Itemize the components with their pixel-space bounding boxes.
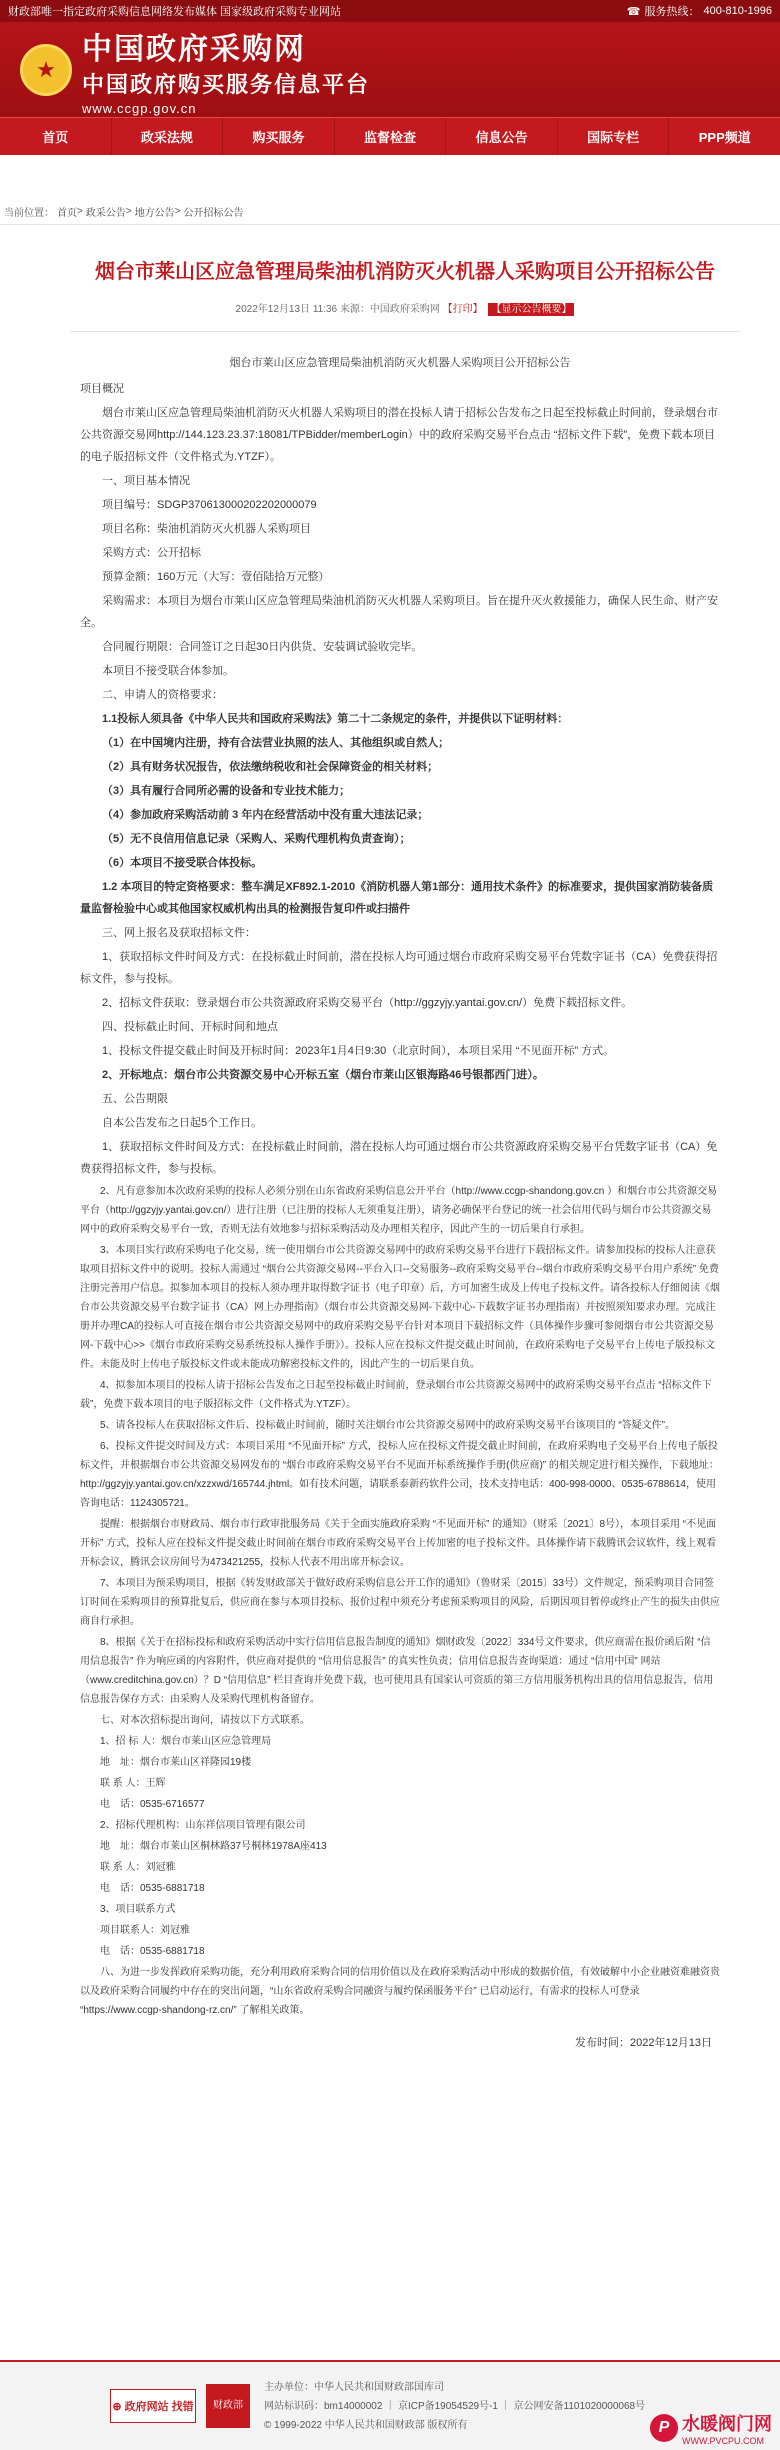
nav-announcements[interactable]: 信息公告: [446, 118, 558, 155]
main-nav: [0, 117, 780, 155]
footer-info: [264, 2378, 645, 2435]
paragraph: 5、请各投标人在获取招标文件后、投标截止时间前，随时关注烟台市公共资源交易网中的政府采购交易平台该项目的 “答疑文件”。: [100, 1420, 675, 1431]
paragraph: 4、拟参加本项目的投标人请于招标公告发布之日起至投标截止时间前，登录烟台市公共资源交易网中的政府采购交易平台点击 “招标文件下载”，免费下载本项目的电子版招标文件（文件格式为.YTZF）。: [80, 1380, 712, 1410]
hotline-number: 400-810-1996: [703, 5, 772, 17]
contact-line: 电 话：0535-6716577: [100, 1799, 205, 1810]
paragraph: 6、投标文件提交时间及方式：本项目采用 “不见面开标” 方式，投标人应在投标文件提交截止时间前，在政府采购电子交易平台上传电子版投标文件，并根据烟台市公共资源交易网发布的 “烟台市政府采购交易平台不见面开标系统操作手册(供应商)” 的相关规定进行相关操作，下载地址：http://ggzyjy.yantai.gov.cn/xzzxwd/165744.jhtml。如有技术问题，请联系泰新药软件公司，技术支持电话：400-998-0000、0535-6788614，使用咨询电话：1124305721。: [80, 1441, 719, 1509]
hotline-label: 服务热线：: [644, 6, 700, 18]
breadcrumb: 当前位置： 首页 > 政采公告 > 地方公告 > 公开招标公告: [0, 199, 780, 225]
article-meta: [70, 300, 740, 332]
show-outline-button[interactable]: 【显示公告概要】: [488, 303, 574, 316]
paragraph: 1、获取招标文件时间及方式：在投标截止时间前，潜在投标人均可通过烟台市公共资源政府采购交易平台凭数字证书（CA）免费获得招标文件，参与投标。: [80, 1141, 718, 1175]
paragraph: 7、本项目为预采购项目，根据《转发财政部关于做好政府采购信息公开工作的通知》（鲁财采〔2015〕33号）文件规定，预采购项目合同签订时间在采购项目的预算批复后，供应商在参与本项目投标、报价过程中须充分考虑预采购项目的风险，后期因项目暂停或终止产生的损失由供应商自行承担。: [80, 1578, 720, 1627]
top-notice-bar: [0, 0, 780, 22]
budget: 预算金额：160万元（大写：壹佰陆拾万元整）: [102, 571, 330, 583]
contact-line: 地 址：烟台市莱山区祥隆园19楼: [100, 1757, 252, 1768]
paragraph: 烟台市莱山区应急管理局柴油机消防灭火机器人采购项目的潜在投标人请于招标公告发布之日起至投标截止时间前，登录烟台市公共资源交易网http://144.123.23.37:18081/TPBidder/memberLogin）中的政府采购交易平台点击 “招标文件下载”，免费下载本项目的电子版招标文件（文件格式为.YTZF）。: [80, 407, 718, 463]
nav-purchase-services[interactable]: 购买服务: [223, 118, 335, 155]
section-heading: 二、申请人的资格要求：: [102, 689, 223, 701]
footer-copyright: © 1999-2022 中华人民共和国财政部 版权所有: [264, 2419, 468, 2431]
contact-line: 电 话：0535-6881718: [100, 1883, 205, 1894]
page-title: 烟台市莱山区应急管理局柴油机消防灭火机器人采购项目公开招标公告: [95, 259, 715, 283]
watermark-url: WWW.PVCPU.COM: [682, 2436, 764, 2446]
paragraph: 2、凡有意参加本次政府采购的投标人必须分别在山东省政府采购信息公开平台（http://www.ccgp-shandong.gov.cn ）和烟台市公共资源交易平台（http://ggzyjy.yantai.gov.cn/）进行注册（已注册的投标人无须重复注册），请务必确保平台登记的统一社会信用代码与烟台市公共资源交易网中的政府采购交易平台一致，否则无法有效地参与招标采购活动及办理相关程序，因此产生的一切后果自行承担。: [80, 1186, 718, 1235]
phone-icon: ☎: [626, 5, 641, 18]
paragraph: 八、为进一步发挥政府采购功能，充分利用政府采购合同的信用价值以及在政府采购活动中形成的数据价值，有效破解中小企业融资难融资贵以及政府采购合同履约中存在的突出问题，“山东省政府采购合同融资与履约保函服务平台” 已启动运行，有需求的投标人可登录 “https://www.ccgp-shandong-rz.cn/” 了解相关政策。: [80, 1967, 720, 2016]
logo-title: 中国政府采购网: [82, 31, 306, 67]
search-icon: ⊕: [112, 2400, 122, 2413]
report-error-badge[interactable]: [110, 2389, 196, 2423]
project-number: 项目编号：SDGP370613000202202000079: [102, 499, 317, 511]
section-heading: 四、投标截止时间、开标时间和地点: [102, 1021, 278, 1033]
ministry-badge[interactable]: 财政部: [206, 2384, 250, 2428]
nav-supervision[interactable]: 监督检查: [335, 118, 447, 155]
paragraph: 本项目不接受联合体参加。: [102, 665, 234, 677]
contact-line: 联 系 人：刘冠雅: [100, 1862, 176, 1873]
contact-line: 3、项目联系方式: [100, 1904, 176, 1915]
breadcrumb-local[interactable]: 地方公告: [134, 208, 175, 219]
nav-home[interactable]: 首页: [0, 118, 112, 155]
site-header: [0, 22, 780, 117]
paragraph: 2、开标地点：烟台市公共资源交易中心开标五室（烟台市莱山区银海路46号银都西门进）。: [102, 1069, 544, 1081]
report-error-label: 政府网站 找错: [124, 2401, 194, 2413]
logo-url: www.ccgp.gov.cn: [82, 100, 197, 116]
contact-line: 项目联系人：刘冠雅: [100, 1925, 190, 1936]
breadcrumb-announcements[interactable]: 政采公告: [85, 208, 126, 219]
watermark: [650, 2410, 772, 2446]
procurement-method: 采购方式：公开招标: [102, 547, 201, 559]
section-heading: 七、对本次招标提出询问，请按以下方式联系。: [100, 1715, 310, 1726]
article: [0, 255, 780, 2050]
contact-line: 1、招 标 人：烟台市莱山区应急管理局: [100, 1736, 272, 1747]
paragraph: 8、根据《关于在招标投标和政府采购活动中实行信用信息报告制度的通知》烟财政发〔2022〕334号文件要求，供应商需在报价函后附 “信用信息报告” 作为响应函的内容附件，供应商对提供的 “信用信息报告” 的真实性负责；信用信息报告查询渠道：通过 “信用中国” 网站（www.creditchina.gov.cn）？D “信用信息” 栏目查询并免费下载，也可使用具有国家认可资质的第三方信用服务机构出具的信用信息报告，信用信息报告保存方式：由采购人及采购代理机构备留存。: [80, 1637, 714, 1705]
nav-international[interactable]: 国际专栏: [558, 118, 670, 155]
breadcrumb-open-tender[interactable]: 公开招标公告: [183, 208, 244, 219]
paragraph: 3、本项目实行政府采购电子化交易，统一使用烟台市公共资源交易网中的政府采购交易平台进行下载招标文件。请参加投标的投标人注意获取项目招标文件中的说明。投标人需通过 “烟台公共资源交易网--平台入口--交易服务--政府采购交易平台--烟台市政府采购交易平台用户系统” 免费注册完善用户信息。拟参加本项目的投标人须办理并取得数字证书（电子印章）后，方可加密生成及上传电子投标文件。请各投标人仔细阅读《烟台市公共资源交易平台数字证书（CA）网上办理指南》（烟台市公共资源交易网-下载中心-下载数字证书办理指南）并按照须知要求办理。完成注册并办理CA的投标人可直接在烟台市公共资源交易网中的政府采购交易平台针对本项目下载招标文件（具体操作步骤可参阅烟台市公共资源交易网-下载中心>>《烟台市政府采购交易系统投标人操作手册》）。投标人应在投标文件提交截止时间前，在政府采购电子交易平台上传电子版投标文件。未能及时上传电子版投标文件或未能成功解密投标文件的，因此产生的一切后果自负。: [80, 1245, 720, 1370]
article-subtitle: 烟台市莱山区应急管理局柴油机消防灭火机器人采购项目公开招标公告: [229, 357, 571, 369]
section-heading: 五、公告期限: [102, 1093, 168, 1105]
list-item: （2）具有财务状况报告，依法缴纳税收和社会保障资金的相关材料；: [102, 761, 439, 773]
list-item: （5）无不良信用信息记录（采购人、采购代理机构负责查询）；: [102, 833, 411, 845]
contact-line: 电 话：0535-6881718: [100, 1946, 205, 1957]
nav-ppp[interactable]: PPP频道: [698, 130, 751, 145]
publish-date: 2022年12月13日 11:36: [235, 304, 338, 315]
section-heading: 一、项目基本情况: [102, 475, 190, 487]
paragraph: 自本公告发布之日起5个工作日。: [102, 1117, 263, 1129]
site-notice: 财政部唯一指定政府采购信息网络发布媒体 国家级政府采购专业网站: [8, 6, 342, 18]
watermark-name: 水暖阀门网: [682, 2414, 772, 2434]
breadcrumb-label: 当前位置：: [4, 208, 54, 219]
article-body: [70, 354, 740, 2050]
source: 来源：中国政府采购网: [339, 304, 440, 315]
contact-line: 2、招标代理机构：山东祥信项目管理有限公司: [100, 1820, 306, 1831]
watermark-logo-icon: P: [650, 2414, 678, 2442]
publish-time: 发布时间：2022年12月13日: [575, 2037, 712, 2049]
breadcrumb-home[interactable]: 首页: [57, 208, 77, 219]
paragraph: 项目概况: [80, 383, 124, 395]
paragraph: 1、获取招标文件时间及方式：在投标截止时间前，潜在投标人均可通过烟台市政府采购交易平台凭数字证书（CA）免费获得招标文件，参与投标。: [80, 951, 718, 985]
footer-icp: 网站标识码：bm14000002 ｜ 京ICP备19054529号-1 ｜ 京公网安备1101020000068号: [264, 2400, 646, 2412]
print-button[interactable]: 【打印】: [442, 304, 483, 315]
list-item: （3）具有履行合同所必需的设备和专业技术能力；: [102, 785, 351, 797]
section-heading: 三、网上报名及获取招标文件：: [102, 927, 256, 939]
contact-line: 地 址：烟台市莱山区桐林路37号桐林1978A座413: [100, 1841, 327, 1852]
contract-period: 合同履行期限：合同签订之日起30日内供货、安装调试验收完毕。: [102, 641, 423, 653]
site-logo[interactable]: [82, 24, 370, 116]
project-name: 项目名称：柴油机消防灭火机器人采购项目: [102, 523, 311, 535]
list-item: （1）在中国境内注册，持有合法营业执照的法人、其他组织或自然人；: [102, 737, 450, 749]
contact-line: 联 系 人：王辉: [100, 1778, 166, 1789]
paragraph: 1、投标文件提交截止时间及开标时间：2023年1月4日9:30（北京时间），本项目采用 “不见面开标” 方式。: [102, 1045, 615, 1057]
procurement-needs: 采购需求：本项目为烟台市莱山区应急管理局柴油机消防灭火机器人采购项目。旨在提升灭火救援能力，确保人民生命、财产安全。: [80, 595, 718, 629]
paragraph: 2、招标文件获取：登录烟台市公共资源政府采购交易平台（http://ggzyjy.yantai.gov.cn/）免费下载招标文件。: [102, 997, 633, 1009]
paragraph: 1.1投标人须具备《中华人民共和国政府采购法》第二十二条规定的条件，并提供以下证明材料：: [102, 713, 569, 725]
paragraph: 1.2 本项目的特定资格要求：整车满足XF892.1-2010《消防机器人第1部分：通用技术条件》的标准要求，提供国家消防装备质量监督检验中心或其他国家权威机构出具的检测报告复印件或扫描件: [80, 881, 714, 915]
hotline: [627, 3, 772, 19]
paragraph: 提醒：根据烟台市财政局、烟台市行政审批服务局《关于全面实施政府采购 “不见面开标” 的通知》（财采〔2021〕8号），本项目采用 “不见面开标” 方式，投标人应在投标文件提交截止时间前在烟台市政府采购交易平台上传加密的电子投标文件。具体操作请下载腾讯会议软件，线上观看开标会议，腾讯会议房间号为473421255，投标人代表不用出席开标会议。: [80, 1519, 717, 1568]
footer-host: 主办单位：中华人民共和国财政部国库司: [264, 2381, 444, 2393]
national-emblem-icon: ★: [20, 44, 72, 96]
nav-regulations[interactable]: 政采法规: [112, 118, 224, 155]
list-item: （4）参加政府采购活动前 3 年内在经营活动中没有重大违法记录；: [102, 809, 429, 821]
logo-subtitle: 中国政府购买服务信息平台: [82, 71, 371, 98]
list-item: （6）本项目不接受联合体投标。: [102, 857, 263, 869]
